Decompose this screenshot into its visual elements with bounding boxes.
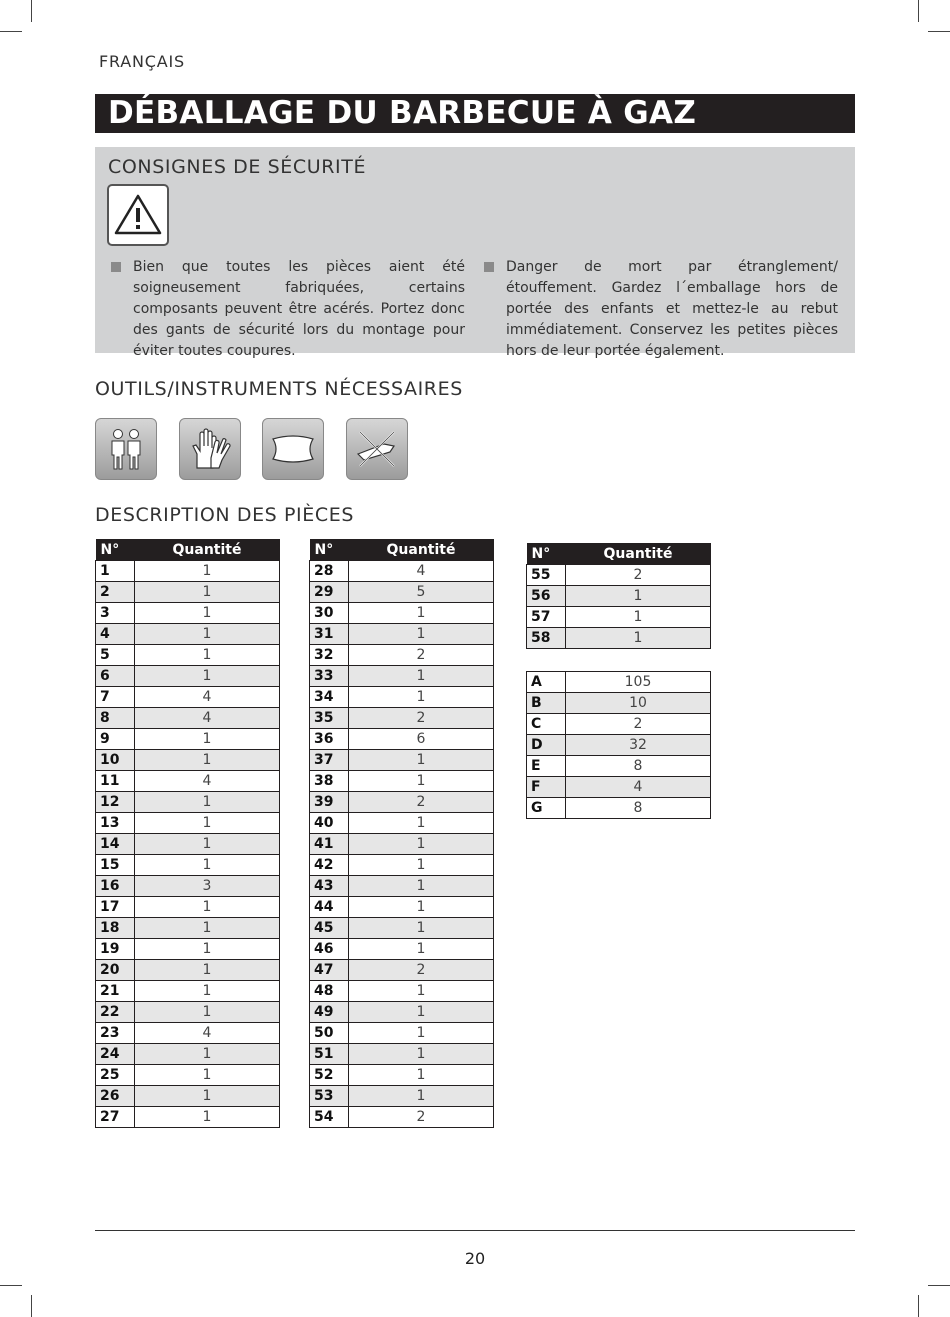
table-row [310, 834, 494, 855]
table-row [310, 1023, 494, 1044]
table-row [96, 855, 280, 876]
part-number: 37 [310, 750, 349, 771]
table-row [310, 645, 494, 666]
crop-mark [0, 1285, 22, 1286]
part-quantity: 10 [566, 693, 711, 714]
part-quantity: 2 [349, 1107, 494, 1128]
part-quantity: 4 [135, 708, 280, 729]
column-header-number: N° [310, 539, 349, 561]
part-number: 43 [310, 876, 349, 897]
part-quantity: 1 [135, 666, 280, 687]
part-quantity: 1 [135, 792, 280, 813]
crop-mark [0, 31, 22, 32]
part-quantity: 1 [349, 1002, 494, 1023]
part-quantity: 2 [349, 645, 494, 666]
part-number: 11 [96, 771, 135, 792]
column-header-quantity: Quantité [135, 539, 280, 561]
part-quantity: 1 [135, 582, 280, 603]
table-row [527, 714, 711, 735]
part-number: 23 [96, 1023, 135, 1044]
table-row [527, 565, 711, 586]
part-number: 30 [310, 603, 349, 624]
part-quantity: 1 [135, 1086, 280, 1107]
table-row [527, 628, 711, 649]
parts-table [526, 543, 711, 649]
part-quantity: 1 [135, 981, 280, 1002]
table-row [527, 756, 711, 777]
part-quantity: 4 [135, 771, 280, 792]
part-number: 49 [310, 1002, 349, 1023]
part-number: 15 [96, 855, 135, 876]
part-number: 28 [310, 561, 349, 582]
part-quantity: 1 [135, 624, 280, 645]
two-persons-icon [95, 418, 157, 480]
parts-table [95, 539, 280, 1128]
part-number: 8 [96, 708, 135, 729]
part-quantity: 1 [349, 981, 494, 1002]
part-quantity: 1 [566, 586, 711, 607]
parts-table [309, 539, 494, 1128]
part-number: G [527, 798, 566, 819]
crop-mark [31, 1295, 32, 1317]
part-quantity: 105 [566, 672, 711, 693]
table-row [96, 813, 280, 834]
part-number: 10 [96, 750, 135, 771]
table-row [310, 1044, 494, 1065]
table-row [96, 561, 280, 582]
crop-mark [928, 31, 950, 32]
table-row [310, 792, 494, 813]
part-number: 12 [96, 792, 135, 813]
part-quantity: 1 [135, 813, 280, 834]
part-number: 58 [527, 628, 566, 649]
part-quantity: 1 [135, 1044, 280, 1065]
table-row [310, 582, 494, 603]
part-number: 3 [96, 603, 135, 624]
part-quantity: 1 [349, 834, 494, 855]
part-quantity: 1 [135, 960, 280, 981]
part-quantity: 1 [135, 561, 280, 582]
part-number: 55 [527, 565, 566, 586]
part-quantity: 1 [135, 1107, 280, 1128]
column-header-quantity: Quantité [566, 543, 711, 565]
part-number: F [527, 777, 566, 798]
part-number: 17 [96, 897, 135, 918]
safety-title: CONSIGNES DE SÉCURITÉ [108, 156, 367, 178]
table-row [96, 1065, 280, 1086]
table-row [310, 666, 494, 687]
table-row [310, 960, 494, 981]
table-row [310, 750, 494, 771]
part-quantity: 4 [349, 561, 494, 582]
part-number: A [527, 672, 566, 693]
part-number: 22 [96, 1002, 135, 1023]
part-quantity: 1 [135, 1065, 280, 1086]
part-number: 52 [310, 1065, 349, 1086]
part-number: 20 [96, 960, 135, 981]
no-knife-icon [346, 418, 408, 480]
part-number: 26 [96, 1086, 135, 1107]
table-row [310, 603, 494, 624]
table-row [310, 1002, 494, 1023]
table-row [96, 981, 280, 1002]
part-number: 33 [310, 666, 349, 687]
part-number: 51 [310, 1044, 349, 1065]
table-row [527, 607, 711, 628]
part-quantity: 2 [349, 708, 494, 729]
table-row [527, 586, 711, 607]
part-number: 42 [310, 855, 349, 876]
part-quantity: 8 [566, 756, 711, 777]
table-row [96, 708, 280, 729]
part-number: 46 [310, 939, 349, 960]
crop-mark [31, 0, 32, 22]
table-row [527, 735, 711, 756]
table-row [310, 1086, 494, 1107]
part-quantity: 2 [349, 792, 494, 813]
part-number: 16 [96, 876, 135, 897]
part-number: 39 [310, 792, 349, 813]
table-row [96, 792, 280, 813]
part-quantity: 2 [566, 565, 711, 586]
part-quantity: 1 [349, 1044, 494, 1065]
part-quantity: 2 [349, 960, 494, 981]
part-quantity: 1 [135, 729, 280, 750]
part-quantity: 1 [349, 624, 494, 645]
table-row [310, 876, 494, 897]
table-row [96, 582, 280, 603]
part-quantity: 1 [349, 855, 494, 876]
bullet-square-icon [111, 262, 121, 272]
table-row [96, 1023, 280, 1044]
part-number: 40 [310, 813, 349, 834]
part-quantity: 1 [349, 750, 494, 771]
part-quantity: 4 [566, 777, 711, 798]
table-row [527, 777, 711, 798]
table-row [96, 687, 280, 708]
table-row [527, 798, 711, 819]
footer-divider [95, 1230, 855, 1231]
part-number: 21 [96, 981, 135, 1002]
table-row [310, 771, 494, 792]
part-number: 5 [96, 645, 135, 666]
hardware-table [526, 671, 711, 819]
part-quantity: 3 [135, 876, 280, 897]
part-quantity: 1 [566, 628, 711, 649]
part-number: 57 [527, 607, 566, 628]
part-number: 32 [310, 645, 349, 666]
table-row [310, 687, 494, 708]
table-row [96, 1107, 280, 1128]
part-quantity: 1 [349, 771, 494, 792]
page-title: DÉBALLAGE DU BARBECUE À GAZ [95, 94, 855, 133]
table-row [310, 624, 494, 645]
part-number: 2 [96, 582, 135, 603]
part-number: B [527, 693, 566, 714]
part-number: 4 [96, 624, 135, 645]
table-row [96, 918, 280, 939]
part-quantity: 1 [135, 834, 280, 855]
part-quantity: 1 [135, 603, 280, 624]
tools-title: OUTILS/INSTRUMENTS NÉCESSAIRES [95, 378, 463, 400]
part-quantity: 1 [135, 897, 280, 918]
part-number: E [527, 756, 566, 777]
part-quantity: 1 [135, 1002, 280, 1023]
part-quantity: 1 [135, 855, 280, 876]
safety-bullet [506, 257, 838, 362]
table-row [310, 981, 494, 1002]
part-quantity: 1 [566, 607, 711, 628]
table-row [96, 750, 280, 771]
part-quantity: 1 [135, 939, 280, 960]
part-quantity: 32 [566, 735, 711, 756]
part-quantity: 1 [349, 813, 494, 834]
column-header-number: N° [527, 543, 566, 565]
part-number: 14 [96, 834, 135, 855]
warning-triangle-icon [107, 184, 169, 246]
column-header-number: N° [96, 539, 135, 561]
part-quantity: 1 [349, 897, 494, 918]
part-number: 13 [96, 813, 135, 834]
language-label: FRANÇAIS [99, 52, 185, 71]
table-row [96, 834, 280, 855]
table-row [96, 1086, 280, 1107]
table-row [527, 672, 711, 693]
part-number: 50 [310, 1023, 349, 1044]
part-quantity: 1 [349, 1065, 494, 1086]
safety-section [95, 147, 855, 359]
column-header-quantity: Quantité [349, 539, 494, 561]
part-number: 53 [310, 1086, 349, 1107]
part-number: 34 [310, 687, 349, 708]
table-row [96, 897, 280, 918]
part-number: 54 [310, 1107, 349, 1128]
part-number: 44 [310, 897, 349, 918]
part-quantity: 5 [349, 582, 494, 603]
table-row [96, 876, 280, 897]
part-number: D [527, 735, 566, 756]
part-number: 35 [310, 708, 349, 729]
table-row [96, 645, 280, 666]
table-row [96, 939, 280, 960]
safety-bullet-text: Danger de mort par étranglement/étouffement. Gardez l´emballage hors de portée des enfants et mettez-le au rebut immédiatement. Conservez les petites pièces hors de leur portée également. [506, 259, 838, 359]
part-number: 19 [96, 939, 135, 960]
part-number: 1 [96, 561, 135, 582]
part-quantity: 1 [135, 750, 280, 771]
part-quantity: 1 [349, 939, 494, 960]
table-row [310, 897, 494, 918]
crop-mark [928, 1285, 950, 1286]
part-number: 25 [96, 1065, 135, 1086]
safety-bullet [133, 257, 465, 362]
table-row [96, 729, 280, 750]
bullet-square-icon [484, 262, 494, 272]
cloth-icon [262, 418, 324, 480]
part-quantity: 1 [349, 1086, 494, 1107]
part-number: 41 [310, 834, 349, 855]
parts-title: DESCRIPTION DES PIÈCES [95, 504, 354, 526]
part-number: 36 [310, 729, 349, 750]
part-number: 9 [96, 729, 135, 750]
table-row [96, 771, 280, 792]
part-quantity: 1 [135, 645, 280, 666]
table-row [96, 1044, 280, 1065]
part-number: 47 [310, 960, 349, 981]
part-quantity: 2 [566, 714, 711, 735]
table-row [310, 1065, 494, 1086]
part-quantity: 1 [349, 666, 494, 687]
part-number: 56 [527, 586, 566, 607]
part-quantity: 1 [349, 687, 494, 708]
part-quantity: 4 [135, 687, 280, 708]
table-row [527, 693, 711, 714]
table-row [96, 624, 280, 645]
part-number: 48 [310, 981, 349, 1002]
part-number: 7 [96, 687, 135, 708]
crop-mark [918, 1295, 919, 1317]
table-row [310, 939, 494, 960]
part-quantity: 1 [349, 1023, 494, 1044]
part-number: 18 [96, 918, 135, 939]
table-row [310, 708, 494, 729]
part-number: 24 [96, 1044, 135, 1065]
part-quantity: 4 [135, 1023, 280, 1044]
crop-mark [918, 0, 919, 22]
part-number: 6 [96, 666, 135, 687]
table-row [310, 813, 494, 834]
gloves-icon [179, 418, 241, 480]
part-number: 29 [310, 582, 349, 603]
part-quantity: 8 [566, 798, 711, 819]
table-row [310, 918, 494, 939]
table-row [96, 603, 280, 624]
table-row [96, 666, 280, 687]
part-quantity: 1 [349, 603, 494, 624]
safety-bullet-text: Bien que toutes les pièces aient été soigneusement fabriquées, certains composants peuvent être acérés. Portez donc des gants de sécurité lors du montage pour éviter toutes coupures. [133, 259, 465, 359]
part-number: 27 [96, 1107, 135, 1128]
part-quantity: 1 [349, 876, 494, 897]
part-number: 31 [310, 624, 349, 645]
part-number: 45 [310, 918, 349, 939]
part-number: C [527, 714, 566, 735]
part-quantity: 1 [349, 918, 494, 939]
table-row [96, 960, 280, 981]
table-row [310, 1107, 494, 1128]
table-row [96, 1002, 280, 1023]
table-row [310, 855, 494, 876]
table-row [310, 561, 494, 582]
part-quantity: 1 [135, 918, 280, 939]
part-number: 38 [310, 771, 349, 792]
page-number: 20 [464, 1249, 486, 1268]
part-quantity: 6 [349, 729, 494, 750]
table-row [310, 729, 494, 750]
